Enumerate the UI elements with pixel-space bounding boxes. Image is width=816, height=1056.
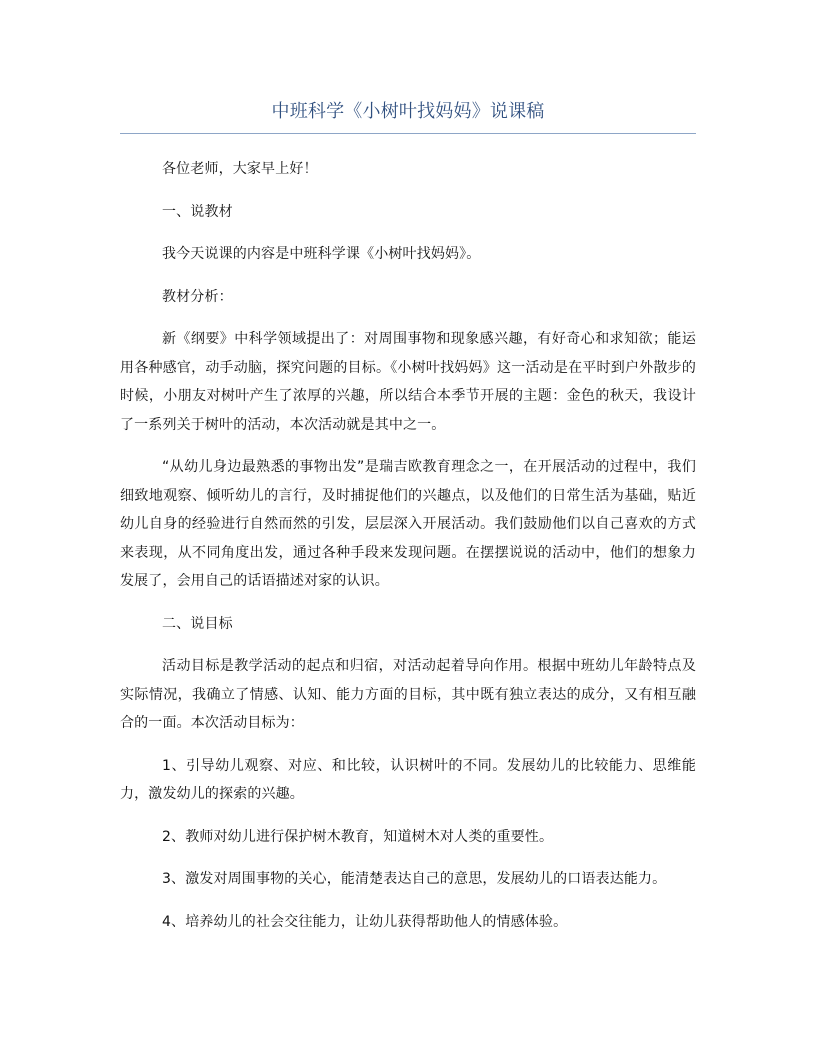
goal-item-4: 4、培养幼儿的社会交往能力，让幼儿获得帮助他人的情感体验。: [162, 913, 568, 930]
material-analysis-label: 教材分析：: [162, 288, 233, 305]
title-divider: [120, 133, 696, 134]
section-heading-materials: 一、说教材: [162, 203, 233, 220]
page-title: 中班科学《小树叶找妈妈》说课稿: [271, 101, 545, 122]
goal-item-2: 2、教师对幼儿进行保护树木教育，知道树木对人类的重要性。: [162, 828, 554, 845]
goal-item-1: 1、引导幼儿观察、对应、和比较，认识树叶的不同。发展幼儿的比较能力、思维能力，激发幼儿的探索的兴趣。: [120, 757, 696, 802]
title-area: [120, 96, 696, 136]
greeting-paragraph: 各位老师，大家早上好！: [162, 161, 318, 177]
goals-intro-paragraph: 活动目标是教学活动的起点和归宿，对活动起着导向作用。根据中班幼儿年龄特点及实际情况，我确立了情感、认知、能力方面的目标，其中既有独立表达的成分，又有相互融合的一面。本次活动目标为：: [120, 658, 696, 731]
goal-item-3: 3、激发对周围事物的关心，能清楚表达自己的意思，发展幼儿的口语表达能力。: [162, 871, 667, 887]
reggio-philosophy-paragraph: “从幼儿身边最熟悉的事物出发”是瑞吉欧教育理念之一，在开展活动的过程中，我们细致地观察、倾听幼儿的言行，及时捕捉他们的兴趣点，以及他们的日常生活为基础，贴近幼儿自身的经验进行自然而然的引发，层层深入开展活动。我们鼓励他们以自己喜欢的方式来表现，从不同角度出发，通过各种手段来发现问题。在摆摆说说的活动中，他们的想象力发展了，会用自己的话语描述对家的认识。: [120, 459, 696, 589]
material-analysis-paragraph: 新《纲要》中科学领域提出了：对周围事物和现象感兴趣，有好奇心和求知欲；能运用各种感官，动手动脑，探究问题的目标。《小树叶找妈妈》这一活动是在平时到户外散步的时候，小朋友对树叶产生了浓厚的兴趣，所以结合本季节开展的主题：金色的秋天，我设计了一系列关于树叶的活动，本次活动就是其中之一。: [120, 331, 696, 433]
section-heading-goals: 二、说目标: [162, 615, 233, 632]
document-body: [120, 155, 696, 950]
lesson-content-paragraph: 我今天说课的内容是中班科学课《小树叶找妈妈》。: [162, 246, 481, 262]
